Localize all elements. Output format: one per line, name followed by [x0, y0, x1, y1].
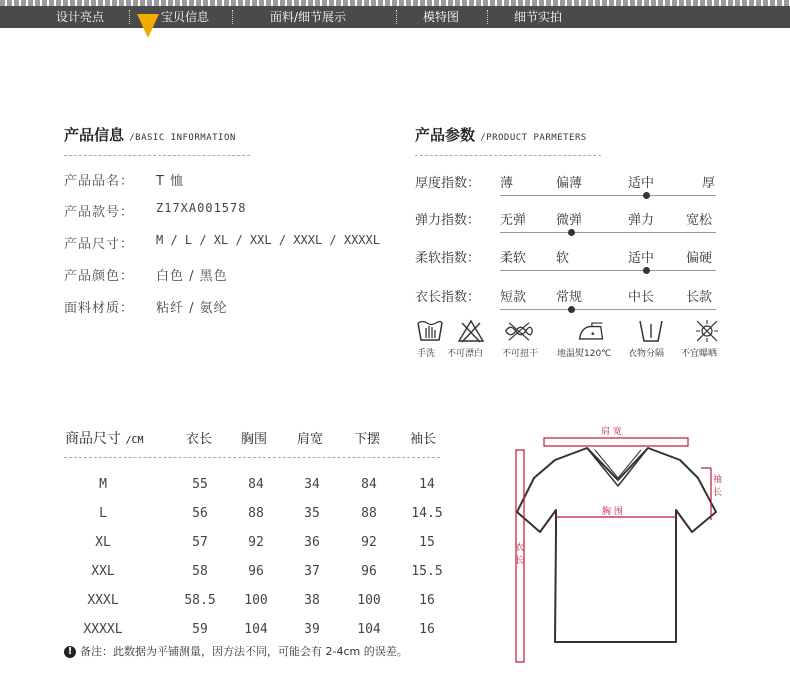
size-cell: 15.5 [411, 564, 443, 579]
no-wring-icon [504, 318, 534, 344]
param-label: 厚度指数： [415, 176, 481, 191]
size-cell: 59 [192, 622, 208, 637]
divider [415, 155, 601, 156]
param-scale-marker [643, 192, 650, 199]
param-option: 柔软 [500, 251, 527, 266]
nav-separator [396, 10, 397, 24]
shoulder-width-label: 肩 宽 [601, 427, 622, 437]
size-cell: 36 [304, 535, 320, 550]
size-cell: 34 [304, 477, 320, 492]
size-label: L [99, 506, 107, 521]
size-cell: 100 [244, 593, 268, 608]
measurement-note [64, 643, 408, 659]
size-cell: 15 [419, 535, 435, 550]
size-cell: 92 [361, 535, 377, 550]
param-scale-marker [568, 229, 575, 236]
info-icon: ! [64, 646, 76, 658]
size-cell: 37 [304, 564, 320, 579]
chest-label: 胸 围 [602, 507, 623, 517]
size-cell: 14.5 [411, 506, 443, 521]
params-title-en: /PRODUCT PARMETERS [480, 133, 587, 143]
active-tab-marker [137, 14, 159, 38]
param-option: 偏薄 [556, 176, 583, 191]
product-code-label: 产品款号： [64, 205, 135, 220]
param-option: 中长 [628, 290, 655, 305]
size-cell: 84 [361, 477, 377, 492]
size-cell: 55 [192, 477, 208, 492]
param-option: 长款 [686, 290, 713, 305]
size-cell: 92 [248, 535, 264, 550]
nav-tab-design[interactable]: 设计亮点 [56, 10, 105, 24]
param-option: 适中 [628, 251, 655, 266]
param-label: 柔软指数： [415, 251, 481, 266]
col-header-shoulder: 肩宽 [297, 432, 324, 447]
param-option: 软 [556, 251, 570, 266]
param-scale-marker [568, 306, 575, 313]
size-cell: 56 [192, 506, 208, 521]
nav-bar [0, 6, 790, 28]
param-option: 短款 [500, 290, 527, 305]
param-label: 弹力指数： [415, 213, 481, 228]
nav-tab-fabric[interactable]: 面料/细节展示 [270, 10, 347, 24]
size-cell: 96 [361, 564, 377, 579]
product-size-label: 产品尺寸： [64, 237, 135, 252]
nav-separator [129, 10, 130, 24]
size-table-title [65, 428, 144, 448]
no-bleach-icon [456, 318, 486, 344]
material-label: 面料材质： [64, 301, 135, 316]
separate-wash-icon [636, 318, 666, 344]
basic-info-title-cn: 产品信息 [64, 126, 125, 144]
param-option: 常规 [556, 290, 583, 305]
size-cell: 88 [248, 506, 264, 521]
size-cell: 14 [419, 477, 435, 492]
no-sun-dry-icon [692, 318, 722, 344]
param-option: 无弹 [500, 213, 527, 228]
product-name-value: T 恤 [156, 174, 185, 189]
param-option: 厚 [702, 176, 716, 191]
size-cell: 16 [419, 593, 435, 608]
size-cell: 96 [248, 564, 264, 579]
param-option: 偏硬 [686, 251, 713, 266]
param-label: 衣长指数： [415, 290, 481, 305]
product-color-value: 白色 / 黑色 [156, 269, 228, 284]
care-label-no-wring: 不可扭干 [502, 349, 539, 359]
size-label: M [99, 477, 107, 492]
divider [64, 457, 440, 458]
size-cell: 84 [248, 477, 264, 492]
product-name-label: 产品品名： [64, 174, 135, 189]
nav-separator [232, 10, 233, 24]
care-label-iron: 地温熨120℃ [557, 349, 612, 359]
size-cell: 39 [304, 622, 320, 637]
iron-low-temp-icon [576, 318, 606, 344]
note-text: 备注：此数据为平铺测量，因方法不同，可能会有 2-4cm 的误差。 [80, 645, 408, 658]
product-color-label: 产品颜色： [64, 269, 135, 284]
param-scale-line [500, 232, 716, 233]
size-label: XXXL [87, 593, 119, 608]
basic-info-title-en: /BASIC INFORMATION [129, 133, 236, 143]
param-scale-line [500, 309, 716, 310]
size-cell: 58.5 [184, 593, 216, 608]
nav-tab-model[interactable]: 模特图 [423, 10, 460, 24]
material-value: 粘纤 / 氨纶 [156, 301, 228, 316]
col-header-chest: 胸围 [241, 432, 268, 447]
care-label-hand-wash: 手洗 [417, 349, 436, 359]
param-option: 弹力 [628, 213, 655, 228]
params-title [415, 124, 587, 145]
size-table-title-cn: 商品尺寸 [65, 431, 121, 447]
tshirt-measurement-diagram [500, 420, 732, 668]
param-option: 薄 [500, 176, 514, 191]
size-label: XXL [91, 564, 115, 579]
sleeve-length-label: 袖 长 [713, 475, 723, 498]
col-header-length: 衣长 [186, 432, 213, 447]
size-cell: 100 [357, 593, 381, 608]
care-label-no-bleach: 不可漂白 [447, 349, 484, 359]
param-scale-line [500, 195, 716, 196]
param-scale-marker [643, 267, 650, 274]
param-scale-line [500, 270, 716, 271]
size-cell: 35 [304, 506, 320, 521]
col-header-sleeve: 袖长 [410, 432, 437, 447]
hand-wash-icon [415, 318, 445, 344]
size-cell: 16 [419, 622, 435, 637]
care-label-no-sun: 不宜曝晒 [681, 349, 718, 359]
size-cell: 88 [361, 506, 377, 521]
size-label: XL [95, 535, 111, 550]
divider [64, 155, 250, 156]
basic-info-title [64, 124, 236, 145]
product-size-value: M / L / XL / XXL / XXXL / XXXXL [156, 233, 380, 247]
garment-length-label: 衣 长 [515, 543, 525, 566]
care-label-separate: 衣物分隔 [628, 349, 665, 359]
col-header-hem: 下摆 [354, 432, 381, 447]
params-title-cn: 产品参数 [415, 126, 476, 144]
param-option: 微弹 [556, 213, 583, 228]
size-cell: 38 [304, 593, 320, 608]
param-option: 适中 [628, 176, 655, 191]
size-cell: 58 [192, 564, 208, 579]
nav-tab-details[interactable]: 细节实拍 [514, 10, 563, 24]
param-option: 宽松 [686, 213, 713, 228]
size-cell: 104 [357, 622, 381, 637]
size-label: XXXXL [83, 622, 123, 637]
size-cell: 104 [244, 622, 268, 637]
size-table-unit: /CM [125, 435, 144, 446]
size-cell: 57 [192, 535, 208, 550]
product-code-value: Z17XA001578 [156, 201, 247, 215]
nav-separator [487, 10, 488, 24]
nav-tab-info[interactable]: 宝贝信息 [161, 10, 210, 24]
